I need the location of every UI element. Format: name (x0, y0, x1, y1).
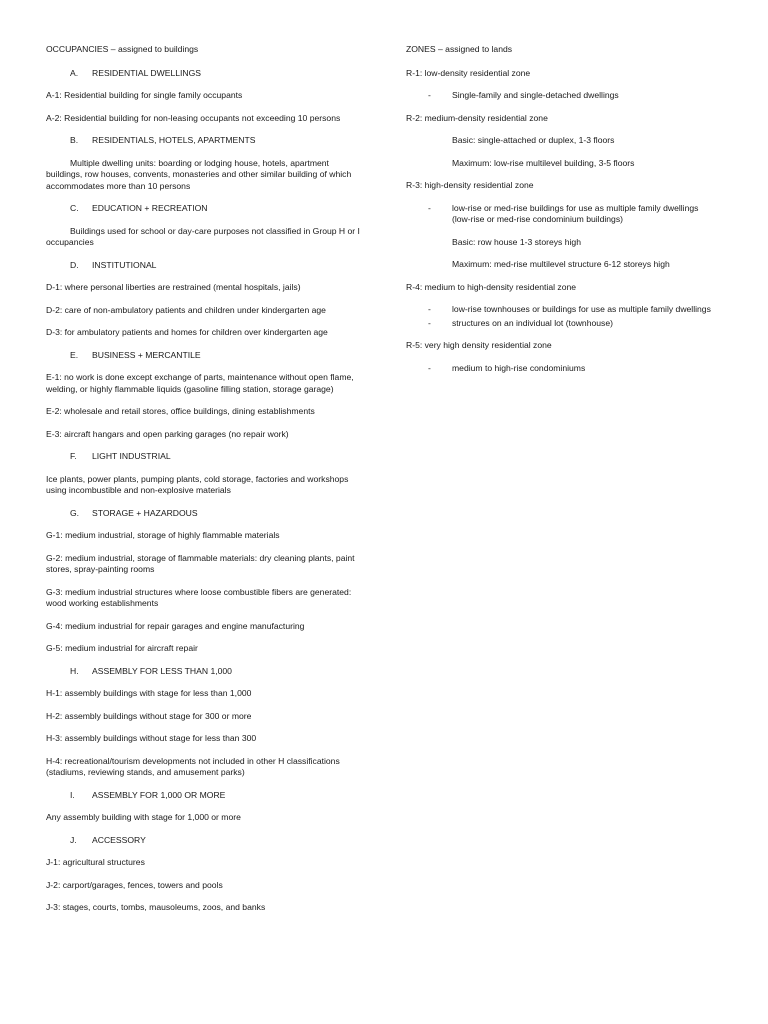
bullet-dash: - (428, 304, 431, 314)
item-j2: J-2: carport/garages, fences, towers and pools (46, 879, 223, 890)
zones-title: ZONES – assigned to lands (406, 44, 513, 54)
item-e1: E-1: no work is done except exchange of parts, maintenance without open flame, welding, or highly flammable liquids (gasoline filling station, storage garage) (46, 372, 354, 394)
zone-r1-bullet: - Single-family and single-detached dwellings (428, 90, 619, 100)
zone-r2-basic: Basic: single-attached or duplex, 1-3 floors (452, 135, 615, 145)
bullet-dash: - (428, 202, 431, 213)
section-d-heading: D. INSTITUTIONAL (70, 259, 157, 270)
item-d3: D-3: for ambulatory patients and homes for children over kindergarten age (46, 327, 328, 337)
section-a-heading: A. RESIDENTIAL DWELLINGS (70, 67, 202, 78)
item-g3: G-3: medium industrial structures where loose combustible fibers are generated: wood working establishments (46, 586, 352, 608)
item-j1: J-1: agricultural structures (46, 857, 145, 867)
section-c-heading: C. EDUCATION + RECREATION (70, 203, 208, 213)
item-j3: J-3: stages, courts, tombs, mausoleums, zoos, and banks (46, 902, 266, 912)
zone-r2: R-2: medium-density residential zone (406, 112, 548, 123)
item-h1: H-1: assembly buildings with stage for less than 1,000 (46, 688, 252, 698)
zone-r2-maximum: Maximum: low-rise multilevel building, 3-5 floors (452, 157, 635, 168)
item-a2: A-2: Residential building for non-leasing occupants not exceeding 10 persons (46, 112, 341, 123)
item-h4: H-4: recreational/tourism developments not included in other H classifications (stadiums, reviewing stands, and amusement parks) (46, 755, 340, 777)
bullet-dash: - (428, 90, 431, 100)
item-g4: G-4: medium industrial for repair garages and engine manufacturing (46, 620, 305, 631)
section-g-heading: G. STORAGE + HAZARDOUS (70, 507, 198, 518)
section-b-text: Multiple dwelling units: boarding or lodging house, hotels, apartment buildings, row houses, convents, monasteries and other similar building of which accommodates more than 10 persons (46, 157, 352, 191)
section-j-heading: J. ACCESSORY (70, 834, 146, 845)
zone-r5: R-5: very high density residential zone (406, 340, 552, 350)
zones-column (406, 44, 716, 385)
occupancies-column (46, 44, 366, 925)
item-e3: E-3: aircraft hangars and open parking garages (no repair work) (46, 428, 289, 439)
zone-r5-bullet: - medium to high-rise condominiums (428, 362, 586, 373)
zone-r3-maximum: Maximum: med-rise multilevel structure 6-12 storeys high (452, 259, 670, 269)
item-d2: D-2: care of non-ambulatory patients and children under kindergarten age (46, 304, 326, 315)
item-e2: E-2: wholesale and retail stores, office buildings, dining establishments (46, 406, 315, 416)
zone-r3: R-3: high-density residential zone (406, 180, 534, 190)
zone-r4-bullet-2: - structures on an individual lot (townhouse) (428, 317, 613, 328)
zone-r4-bullet-1: - low-rise townhouses or buildings for use as multiple family dwellings (428, 304, 711, 314)
section-e-heading: E. BUSINESS + MERCANTILE (70, 349, 201, 360)
section-c-text: Buildings used for school or day-care purposes not classified in Group H or I occupancies (46, 225, 360, 247)
zone-r1: R-1: low-density residential zone (406, 67, 531, 78)
item-h2: H-2: assembly buildings without stage for 300 or more (46, 710, 252, 721)
section-i-text: Any assembly building with stage for 1,000 or more (46, 812, 241, 822)
item-d1: D-1: where personal liberties are restrained (mental hospitals, jails) (46, 282, 301, 292)
bullet-dash: - (428, 362, 431, 373)
occupancies-title: OCCUPANCIES – assigned to buildings (46, 44, 199, 54)
item-g1: G-1: medium industrial, storage of highly flammable materials (46, 530, 280, 540)
zone-r4: R-4: medium to high-density residential zone (406, 281, 577, 292)
section-f-text: Ice plants, power plants, pumping plants, cold storage, factories and workshops using incombustible and non-explosive materials (46, 473, 349, 495)
item-g5: G-5: medium industrial for aircraft repair (46, 643, 198, 653)
bullet-dash: - (428, 317, 431, 328)
zone-r3-bullet: - low-rise or med-rise buildings for use as multiple family dwellings (low-rise or med-rise condominium buildings) (428, 202, 699, 224)
item-a1: A-1: Residential building for single family occupants (46, 90, 243, 100)
zone-r3-basic: Basic: row house 1-3 storeys high (452, 236, 581, 247)
section-h-heading: H. ASSEMBLY FOR LESS THAN 1,000 (70, 665, 232, 676)
section-i-heading: I. ASSEMBLY FOR 1,000 OR MORE (70, 789, 226, 800)
section-f-heading: F. LIGHT INDUSTRIAL (70, 451, 171, 461)
section-b-heading: B. RESIDENTIALS, HOTELS, APARTMENTS (70, 135, 256, 145)
item-g2: G-2: medium industrial, storage of flammable materials: dry cleaning plants, paint stores, spray-painting rooms (46, 552, 355, 574)
item-h3: H-3: assembly buildings without stage for less than 300 (46, 733, 257, 743)
